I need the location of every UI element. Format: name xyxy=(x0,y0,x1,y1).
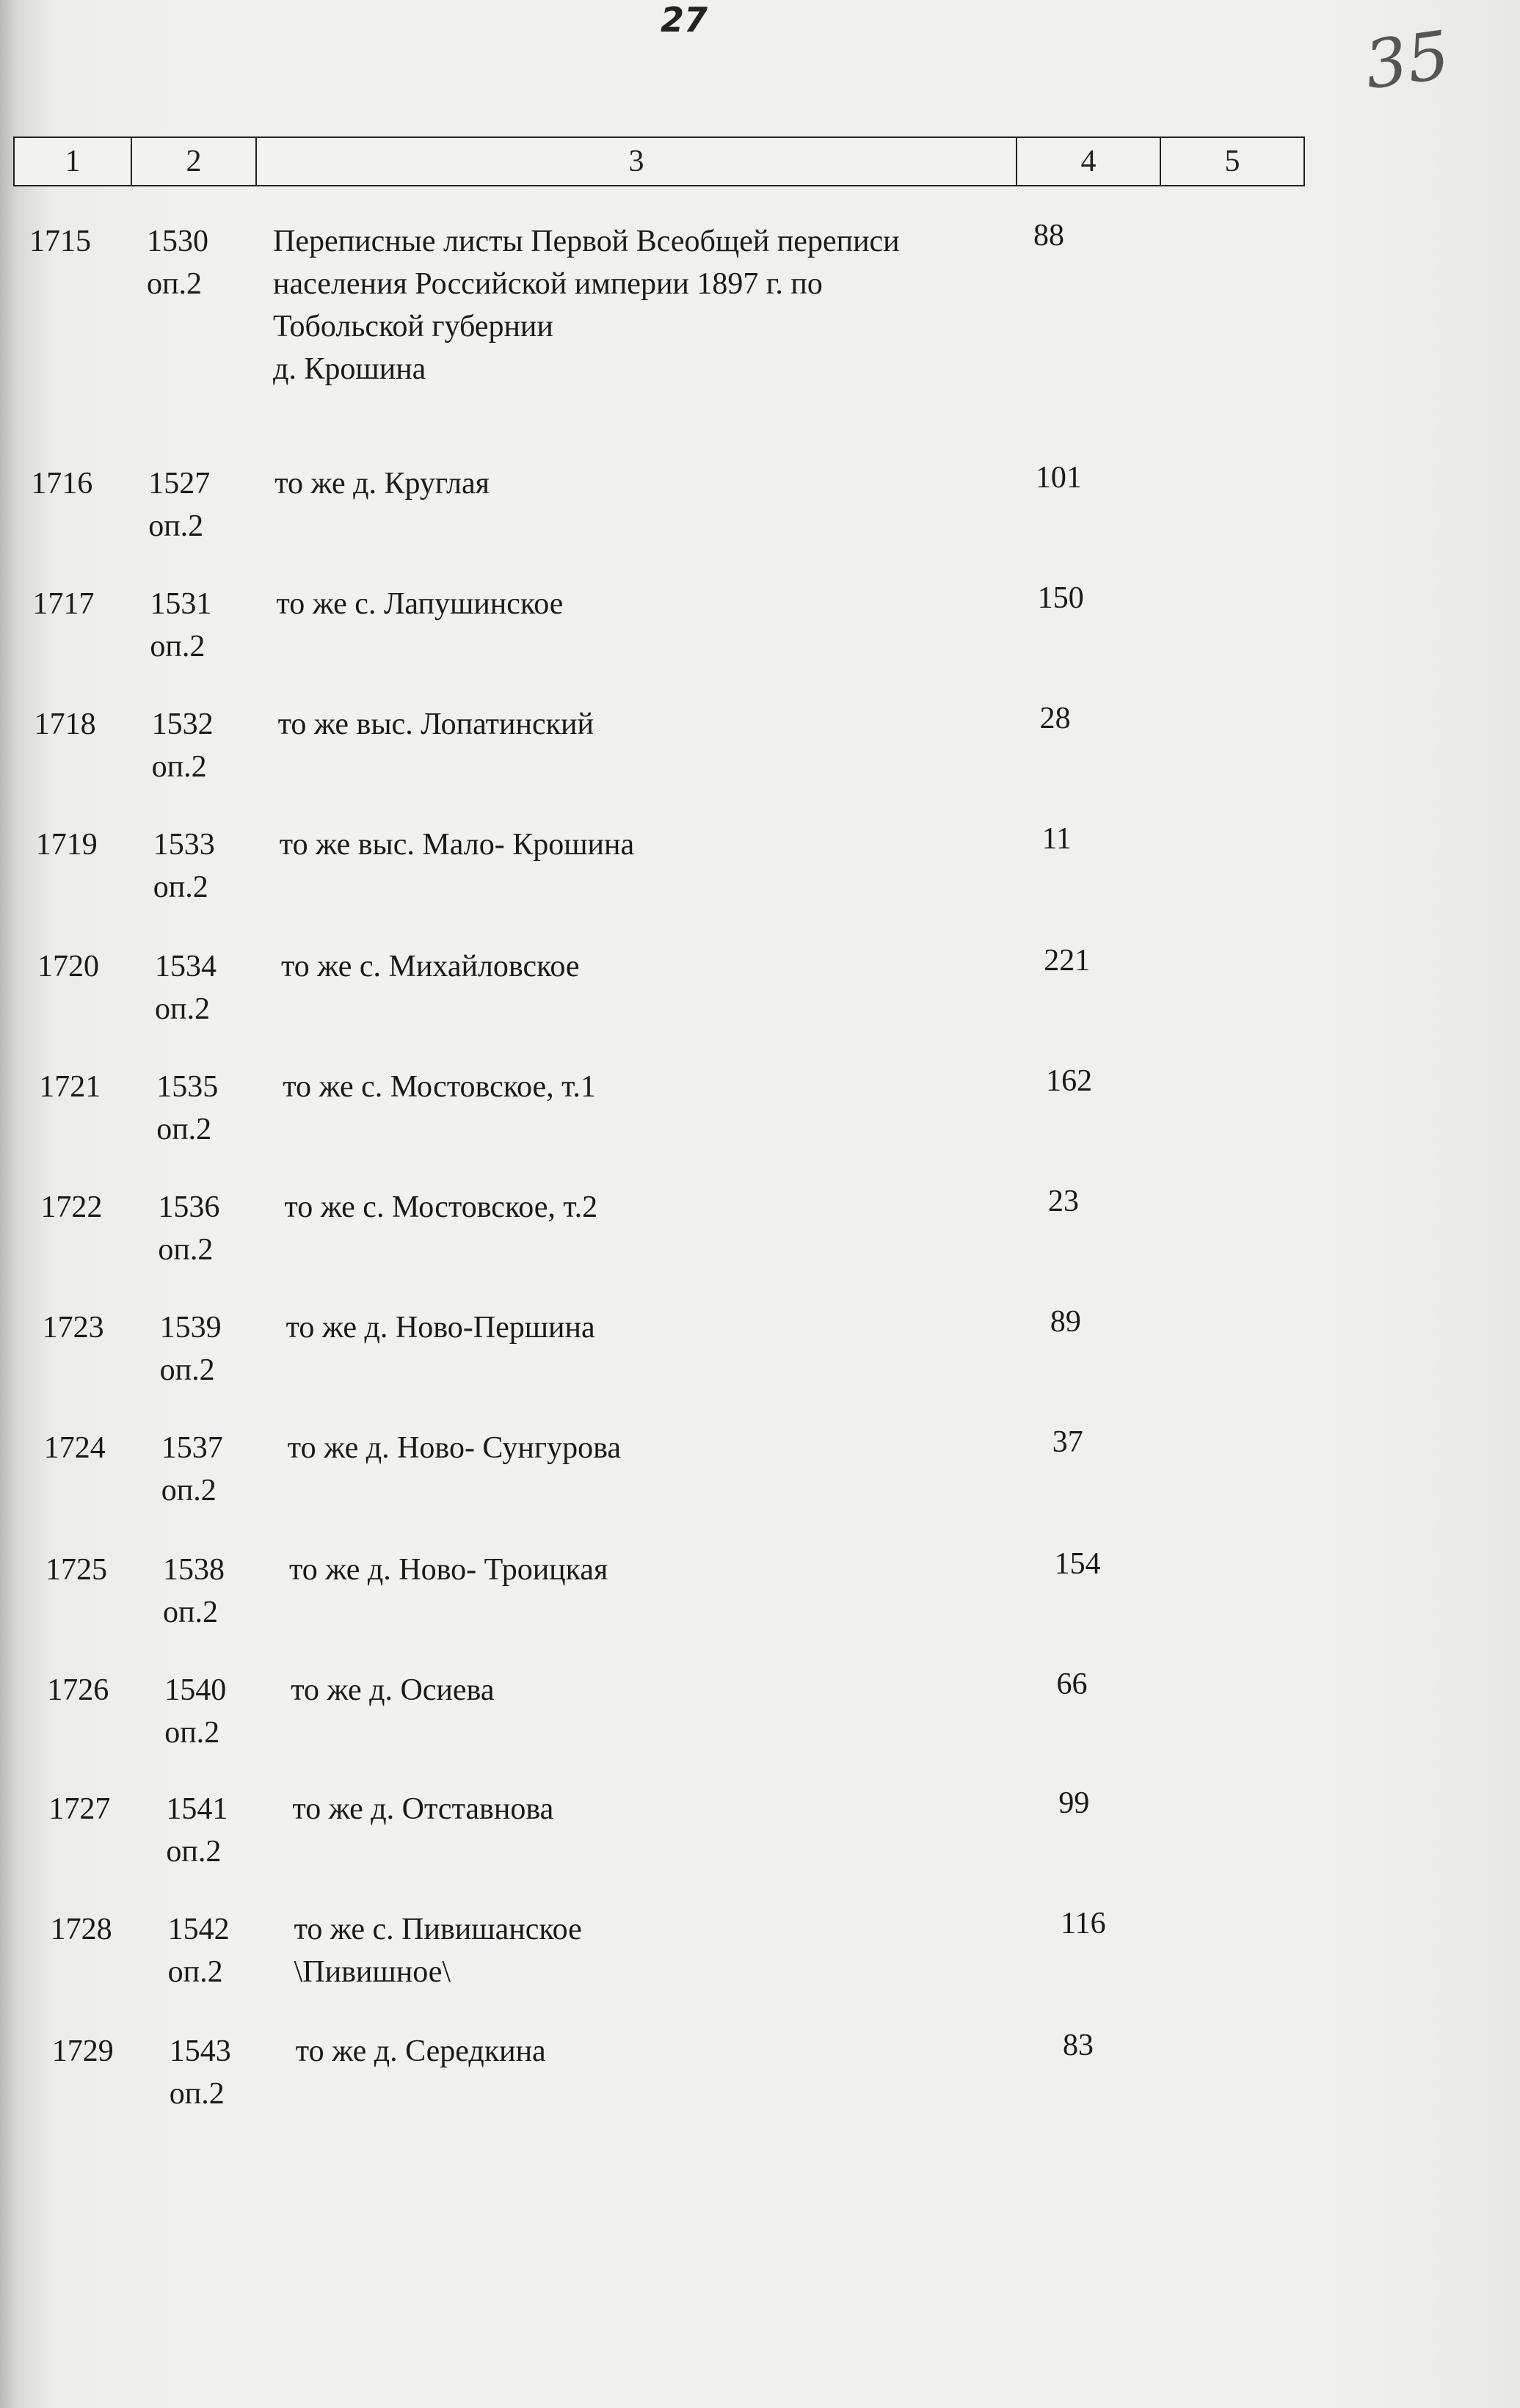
row-number: 1716 xyxy=(31,467,93,501)
description-line: то же д. Ново- Сунгурова xyxy=(287,1431,622,1465)
sheet-count: 88 xyxy=(1033,219,1064,252)
row-number: 1728 xyxy=(50,1913,112,1946)
archive-number xyxy=(166,1788,269,1873)
archive-number xyxy=(148,462,251,548)
row-description xyxy=(278,703,1012,746)
archive-inventory: оп.2 xyxy=(148,509,204,543)
archive-file-number: 1531 xyxy=(150,587,212,621)
archive-inventory: оп.2 xyxy=(169,2077,225,2111)
header-col-4: 4 xyxy=(1017,138,1161,185)
row-number: 1729 xyxy=(51,2034,114,2068)
header-col-5: 5 xyxy=(1224,145,1240,178)
archive-inventory: оп.2 xyxy=(150,630,206,663)
archive-file-number: 1538 xyxy=(163,1553,225,1587)
sheet-count: 154 xyxy=(1054,1547,1101,1581)
description-line: то же д. Осиева xyxy=(291,1673,495,1707)
archive-inventory: оп.2 xyxy=(167,1955,223,1989)
row-number: 1723 xyxy=(42,1311,104,1345)
archive-file-number: 1543 xyxy=(169,2034,231,2068)
row-number: 1725 xyxy=(46,1553,107,1587)
sheet-count: 11 xyxy=(1041,822,1072,856)
row-description xyxy=(281,945,1015,988)
row-description xyxy=(280,823,1014,866)
description-line: то же выс. Лопатинский xyxy=(277,708,594,741)
header-col-1: 1 xyxy=(15,138,132,185)
archive-file-number: 1532 xyxy=(151,708,214,741)
description-line: то же выс. Мало- Крошина xyxy=(279,828,635,862)
description-line: то же с. Лапушинское xyxy=(276,587,564,621)
archive-file-number: 1539 xyxy=(159,1311,222,1345)
description-line: то же д. Круглая xyxy=(274,467,490,501)
archive-number xyxy=(158,1186,261,1271)
archive-inventory: оп.2 xyxy=(153,870,208,904)
archive-file-number: 1540 xyxy=(164,1673,227,1707)
sheet-count: 89 xyxy=(1050,1305,1081,1339)
archive-file-number: 1536 xyxy=(158,1190,220,1224)
archive-file-number: 1527 xyxy=(148,467,211,501)
sheet-count: 221 xyxy=(1044,944,1091,978)
table-header xyxy=(13,137,1305,186)
row-description xyxy=(292,1788,1026,1830)
archive-inventory: оп.2 xyxy=(161,1474,217,1507)
archive-number xyxy=(152,703,255,788)
archive-inventory: оп.2 xyxy=(151,750,207,784)
row-number: 1727 xyxy=(48,1792,111,1826)
archive-number xyxy=(147,220,250,305)
page-number: 27 xyxy=(661,0,708,40)
row-description xyxy=(291,1669,1025,1712)
archive-inventory: оп.2 xyxy=(159,1353,215,1387)
sheet-count: 66 xyxy=(1056,1667,1088,1701)
row-description xyxy=(296,2030,1030,2073)
archive-number xyxy=(163,1549,266,1634)
description-line: то же д. Ново- Троицкая xyxy=(289,1553,608,1587)
sheet-count: 116 xyxy=(1061,1907,1106,1940)
archive-file-number: 1533 xyxy=(153,828,215,862)
row-number: 1715 xyxy=(29,225,91,258)
sheet-count: 23 xyxy=(1048,1185,1080,1218)
archive-inventory: оп.2 xyxy=(158,1233,214,1267)
archive-number xyxy=(155,945,258,1030)
header-col-2: 2 xyxy=(132,138,257,185)
row-number: 1717 xyxy=(32,587,95,621)
row-description xyxy=(294,1908,1028,1993)
header-col-3: 3 xyxy=(257,138,1017,185)
description-line: то же д. Середкина xyxy=(295,2034,546,2068)
row-description xyxy=(286,1306,1020,1349)
row-number: 1720 xyxy=(37,950,99,983)
sheet-count: 150 xyxy=(1037,581,1084,615)
archive-file-number: 1530 xyxy=(147,225,208,258)
archive-number xyxy=(156,1066,259,1151)
row-description xyxy=(288,1427,1022,1469)
archive-number xyxy=(164,1669,267,1754)
archive-file-number: 1535 xyxy=(156,1070,219,1104)
sheet-count: 37 xyxy=(1052,1425,1083,1459)
description-line: д. Крошина xyxy=(273,352,426,386)
row-number: 1719 xyxy=(35,828,98,862)
folio-number: 35 xyxy=(1360,16,1455,105)
row-description xyxy=(289,1549,1023,1591)
description-line: населения Российской империи 1897 г. по xyxy=(273,267,823,301)
description-line: Тобольской губернии xyxy=(273,310,553,343)
row-description xyxy=(276,583,1010,625)
row-number: 1722 xyxy=(40,1190,103,1224)
row-description xyxy=(284,1186,1018,1229)
archive-number xyxy=(160,1306,263,1392)
description-line: \Пивишное\ xyxy=(294,1955,451,1989)
sheet-count: 83 xyxy=(1063,2029,1094,2062)
archive-file-number: 1541 xyxy=(166,1792,228,1826)
row-description xyxy=(283,1066,1017,1108)
archive-number xyxy=(161,1427,264,1512)
row-number: 1718 xyxy=(34,708,96,741)
archive-number xyxy=(170,2030,272,2115)
row-description xyxy=(273,220,1007,390)
archive-inventory: оп.2 xyxy=(163,1596,218,1629)
description-line: то же с. Мостовское, т.1 xyxy=(283,1070,596,1104)
row-number: 1724 xyxy=(43,1431,106,1465)
sheet-count: 162 xyxy=(1046,1064,1093,1098)
row-number: 1726 xyxy=(47,1673,109,1707)
description-line: то же с. Пивишанское xyxy=(294,1913,582,1946)
description-line: Переписные листы Первой Всеобщей переписи xyxy=(273,225,900,258)
row-description xyxy=(274,462,1008,505)
archive-file-number: 1537 xyxy=(161,1431,223,1465)
archive-number xyxy=(153,823,256,909)
archive-inventory: оп.2 xyxy=(156,1113,212,1146)
description-line: то же с. Михайловское xyxy=(281,950,580,983)
row-number: 1721 xyxy=(39,1070,101,1104)
archive-file-number: 1534 xyxy=(155,950,217,983)
archive-inventory: оп.2 xyxy=(147,267,202,301)
description-line: то же с. Мостовское, т.2 xyxy=(284,1190,598,1224)
description-line: то же д. Отставнова xyxy=(292,1792,554,1826)
archive-inventory: оп.2 xyxy=(164,1716,220,1750)
sheet-count: 101 xyxy=(1035,461,1082,495)
archive-inventory: оп.2 xyxy=(166,1835,222,1869)
sheet-count: 28 xyxy=(1039,702,1071,735)
archive-file-number: 1542 xyxy=(167,1913,230,1946)
archive-number xyxy=(168,1908,271,1993)
archive-number xyxy=(150,583,252,668)
sheet-count: 99 xyxy=(1058,1786,1090,1820)
description-line: то же д. Ново-Першина xyxy=(286,1311,595,1345)
archive-inventory: оп.2 xyxy=(155,992,210,1026)
